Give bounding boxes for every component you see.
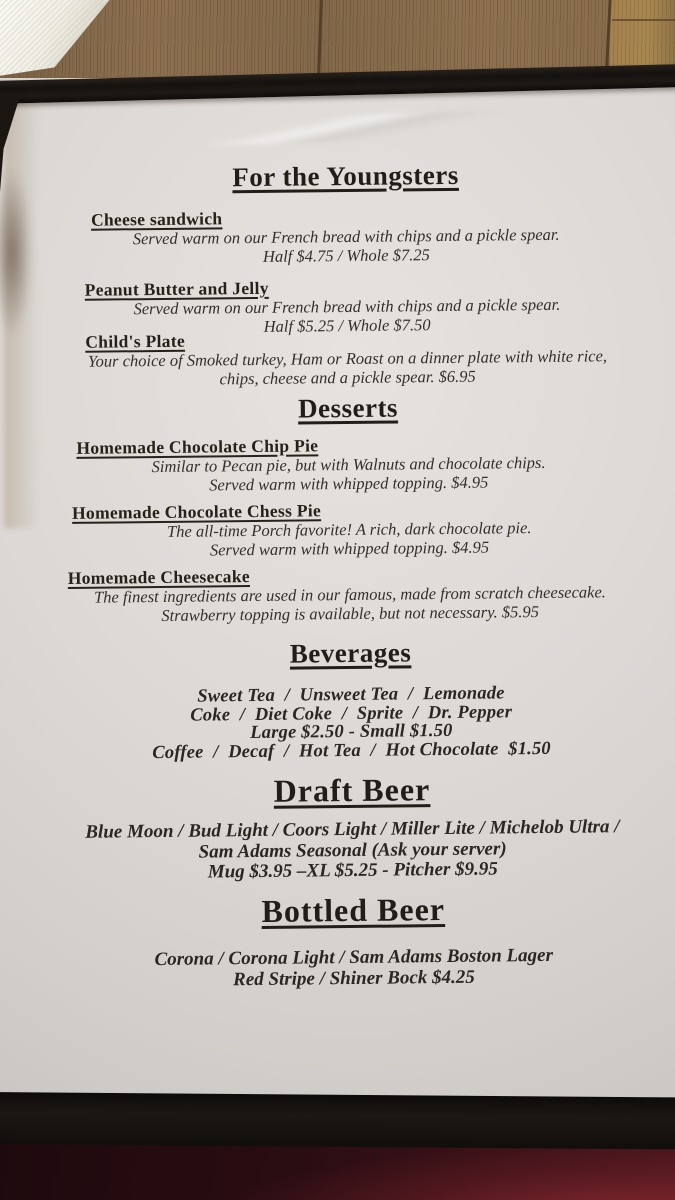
section-title-youngsters: For the Youngsters: [232, 159, 459, 193]
beverage-line: Coffee / Decaf / Hot Tea / Hot Chocolate $1.50: [152, 738, 551, 763]
menu-item-name: Homemade Chocolate Chess Pie: [71, 500, 322, 523]
draft-beer-line: Blue Moon / Bud Light / Coors Light / Miller Lite / Michelob Ultra /: [85, 816, 620, 843]
bottled-beer-price-line: Red Stripe / Shiner Bock $4.25: [232, 966, 475, 990]
section-title-desserts: Desserts: [297, 392, 399, 424]
menu-item-name: Peanut Butter and Jelly: [84, 277, 269, 300]
menu-item-name: Homemade Cheesecake: [67, 566, 250, 588]
menu-item-description: The all-time Porch favorite! A rich, dark chocolate pie.: [166, 518, 532, 541]
draft-beer-line: Sam Adams Seasonal (Ask your server): [198, 837, 507, 863]
menu-binder-bottom-edge: [0, 1092, 675, 1149]
menu-item-description: Served warm on our French bread with chips and a pickle spear.: [133, 294, 561, 319]
draft-beer-price-line: Mug $3.95 –XL $5.25 - Pitcher $9.95: [207, 858, 498, 883]
beverage-line: Sweet Tea / Unsweet Tea / Lemonade: [197, 683, 505, 707]
menu-item-price: Served warm with whipped topping. $4.95: [209, 537, 490, 560]
menu-item-name: Cheese sandwich: [90, 208, 223, 230]
menu-item-description: Served warm on our French bread with chips and a pickle spear.: [132, 224, 560, 249]
menu-item-price: Half $5.25 / Whole $7.50: [263, 315, 431, 336]
menu-item-description: The finest ingredients are used in our famous, made from scratch cheesecake.: [93, 582, 606, 607]
draft-beer-list: [20, 817, 675, 885]
menu-item-name: Homemade Chocolate Chip Pie: [76, 435, 319, 458]
beverages-list: [19, 683, 675, 764]
menu-item-chocolate-chip-pie: [28, 433, 669, 497]
menu-item-price: Half $4.75 / Whole $7.25: [262, 245, 430, 266]
bottled-beer-list: [22, 945, 675, 993]
beverage-line: Coke / Diet Coke / Sprite / Dr. Pepper: [190, 701, 513, 726]
beverage-price-line: Large $2.50 - Small $1.50: [250, 720, 453, 744]
menu-item-description: Similar to Pecan pie, but with Walnuts and chocolate chips.: [151, 452, 546, 477]
menu-item-cheese-sandwich: [26, 205, 667, 269]
menu-item-description: Your choice of Smoked turkey, Ham or Roast on a dinner plate with white rice,: [87, 346, 608, 371]
menu-item-price: Strawberry topping is available, but not necessary. $5.95: [161, 602, 540, 625]
section-title-beverages: Beverages: [289, 637, 412, 669]
menu-item-childs-plate: [27, 327, 668, 391]
menu-item-name: Child's Plate: [85, 330, 186, 352]
menu-item-cheesecake: [30, 563, 671, 627]
bottled-beer-line: Corona / Corona Light / Sam Adams Boston Lager: [154, 944, 554, 971]
section-title-draft-beer: Draft Beer: [273, 771, 431, 809]
menu-item-price: Served warm with whipped topping. $4.95: [209, 472, 489, 495]
menu-item-price: chips, cheese and a pickle spear. $6.95: [219, 366, 476, 389]
section-title-bottled-beer: Bottled Beer: [261, 891, 446, 929]
menu-item-chocolate-chess-pie: [29, 498, 670, 562]
